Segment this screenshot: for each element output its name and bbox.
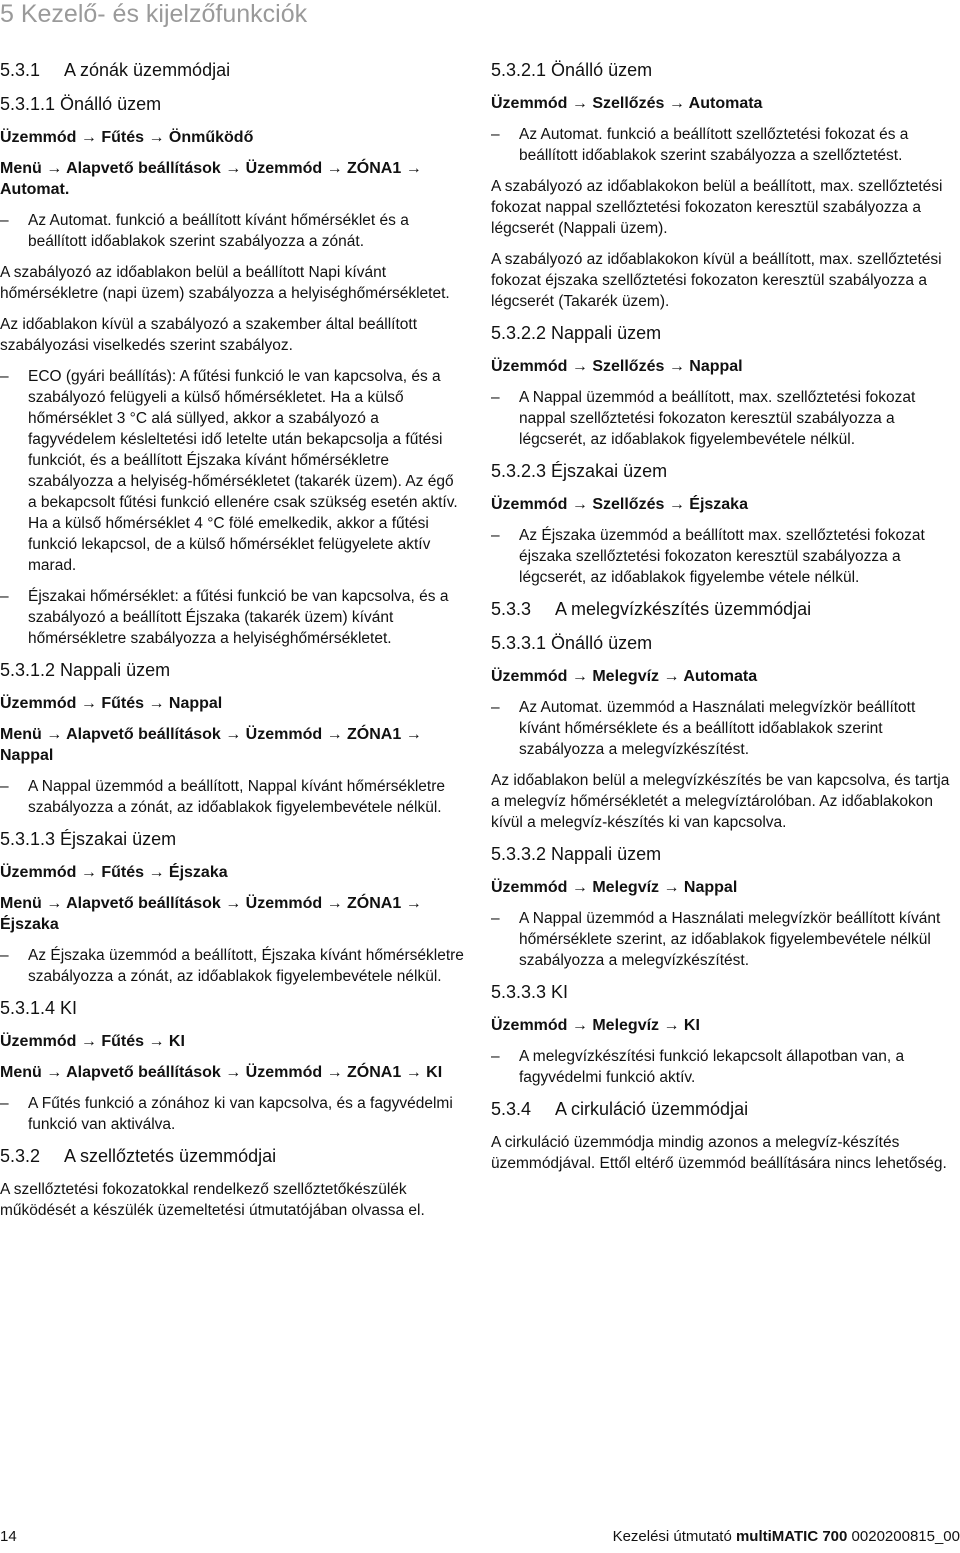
- section-title: A melegvízkészítés üzemmódjai: [555, 599, 812, 619]
- menu-path: Üzemmód → Fűtés → Önműködő: [0, 129, 254, 146]
- left-column: [0, 59, 465, 1231]
- section-number: 5.3.2: [0, 1146, 41, 1166]
- menu-path: Üzemmód → Melegvíz → KI: [491, 1017, 700, 1034]
- menu-path: Üzemmód → Melegvíz → Nappal: [491, 879, 738, 896]
- subsection-heading: 5.3.1.4 KI: [0, 998, 78, 1018]
- dash-list-item: – A Nappal üzemmód a beállított, Nappal kívánt hőmérsékletre szabályozza a zónát, az időablakok figyelembevétele nélkül.: [0, 776, 465, 818]
- section-title: A cirkuláció üzemmódjai: [555, 1099, 749, 1119]
- subsection-heading: 5.3.2.2 Nappali üzem: [491, 323, 662, 343]
- menu-path: Menü → Alapvető beállítások → Üzemmód → ZÓNA1 → KI: [0, 1064, 443, 1081]
- section-title: A szellőztetés üzemmódjai: [64, 1146, 277, 1166]
- dash-list-item: – Az Automat. funkció a beállított kívánt hőmérséklet és a beállított időablakok szerint szabályozza a zónát.: [0, 210, 465, 252]
- menu-path: Menü → Alapvető beállítások → Üzemmód → ZÓNA1 → Éjszaka: [0, 895, 422, 933]
- body-paragraph: A szabályozó az időablakokon belül a beállított, max. szellőztetési fokozat nappal szellőztetési fokozaton keresztül szabályozza a légcserét (Nappali üzem).: [491, 178, 943, 237]
- subsection-heading: 5.3.1.3 Éjszakai üzem: [0, 829, 177, 849]
- subsection-heading: 5.3.1.2 Nappali üzem: [0, 660, 171, 680]
- body-paragraph: Az időablakon kívül a szabályozó a szakember által beállított szabályozási viselkedés szerint szabályoz.: [0, 316, 418, 354]
- section-title: A zónák üzemmódjai: [64, 60, 231, 80]
- dash-list-item: – Éjszakai hőmérséklet: a fűtési funkció be van kapcsolva, és a szabályozó a beállított Éjszaka (takarék üzem) kívánt hőmérsékletre szabályozza a helyiséghőmérsékletet.: [0, 586, 465, 649]
- body-paragraph: A cirkuláció üzemmódja mindig azonos a melegvíz-készítés üzemmódjával. Ettől eltérő üzemmód beállítására nincs lehetőség.: [491, 1134, 947, 1172]
- dash-list-item: – Az Automat. üzemmód a Használati melegvízkör beállított kívánt hőmérséklete és a beállított időablakok szerint szabályozza a melegvízkészítést.: [491, 697, 960, 760]
- menu-path: Üzemmód → Szellőzés → Automata: [491, 95, 763, 112]
- footer-product-name: multiMATIC 700: [735, 1528, 848, 1545]
- subsection-heading: 5.3.2.3 Éjszakai üzem: [491, 461, 668, 481]
- page-number: 14: [0, 1528, 17, 1545]
- page-header: [0, 0, 960, 38]
- dash-list-item: – Az Automat. funkció a beállított szellőztetési fokozat és a beállított időablakok szerint szabályozza a szellőztetést.: [491, 124, 960, 166]
- dash-list-item: – ECO (gyári beállítás): A fűtési funkció le van kapcsolva, és a szabályozó felügyeli a külső hőmérsékletet. Ha a külső hőmérséklet 3 °C alá süllyed, akkor a szabályozó a fagyvédelem késleltetési idő letelte után bekapcsolja a fűtési funkciót, és a beállított Éjszaka kívánt hőmérsékletre szabályozza a helyiség-hőmérsékletet (takarék üzem). Az égő a bekapcsolt fűtési funkció ellenére csak szükség esetén aktív. Ha a külső hőmérséklet 4 °C fölé emelkedik, akkor a fűtési funkció lekapcsol, de a külső hőmérséklet felügyelete aktív marad.: [0, 366, 465, 576]
- menu-path: Üzemmód → Szellőzés → Nappal: [491, 358, 743, 375]
- dash-list-item: – A Nappal üzemmód a Használati melegvízkör beállított kívánt hőmérséklete szerint, az időablakok figyelembevétele nélkül szabályozza a melegvízkészítést.: [491, 908, 960, 971]
- menu-path: Üzemmód → Fűtés → KI: [0, 1033, 185, 1050]
- body-paragraph: A szellőztetési fokozatokkal rendelkező szellőztetőkészülék működését a készülék üzemeltetési útmutatójában olvassa el.: [0, 1181, 425, 1219]
- menu-path: Menü → Alapvető beállítások → Üzemmód → ZÓNA1 → Nappal: [0, 726, 422, 764]
- menu-path: Üzemmód → Fűtés → Éjszaka: [0, 864, 228, 881]
- subsection-heading: 5.3.3.2 Nappali üzem: [491, 844, 662, 864]
- subsection-heading: 5.3.3.3 KI: [491, 982, 569, 1002]
- subsection-heading: 5.3.1.1 Önálló üzem: [0, 94, 162, 114]
- menu-path: Üzemmód → Melegvíz → Automata: [491, 668, 758, 685]
- section-heading: [491, 1098, 960, 1120]
- section-heading: [491, 598, 960, 620]
- dash-list-item: – Az Éjszaka üzemmód a beállított max. szellőztetési fokozat éjszaka szellőztetési fokozaton keresztül szabályozza a légcserét, az időablakok figyelembe vétele nélkül.: [491, 525, 960, 588]
- dash-list-item: – A Nappal üzemmód a beállított, max. szellőztetési fokozat nappal szellőztetési fokozaton keresztül szabályozza a légcserét, az időablakok figyelembevétele nélkül.: [491, 387, 960, 450]
- menu-path: Üzemmód → Fűtés → Nappal: [0, 695, 223, 712]
- footer-doc-code: 0020200815_00: [847, 1528, 960, 1545]
- menu-path: Üzemmód → Szellőzés → Éjszaka: [491, 496, 748, 513]
- dash-list-item: – A melegvízkészítési funkció lekapcsolt állapotban van, a fagyvédelmi funkció aktív.: [491, 1046, 960, 1088]
- section-heading: [0, 1145, 465, 1167]
- body-paragraph: Az időablakon belül a melegvízkészítés be van kapcsolva, és tartja a melegvíz hőmérsékletét a melegvíztárolóban. Az időablakokon kívül a melegvíz-készítés ki van kapcsolva.: [491, 772, 950, 831]
- section-number: 5.3.1: [0, 60, 41, 80]
- section-heading: [0, 59, 465, 81]
- subsection-heading: 5.3.2.1 Önálló üzem: [491, 60, 653, 80]
- dash-list-item: – A Fűtés funkció a zónához ki van kapcsolva, és a fagyvédelmi funkció van aktiválva.: [0, 1093, 465, 1135]
- footer-doc-prefix: Kezelési útmutató: [612, 1528, 736, 1545]
- body-paragraph: A szabályozó az időablakokon kívül a beállított, max. szellőztetési fokozat éjszaka szellőztetési fokozaton keresztül szabályozza a légcserét (Takarék üzem).: [491, 251, 942, 310]
- right-column: [491, 59, 960, 1184]
- footer-doc-info: [613, 1528, 960, 1546]
- body-paragraph: A szabályozó az időablakon belül a beállított Napi kívánt hőmérsékletre (napi üzem) szabályozza a helyiséghőmérsékletet.: [0, 264, 450, 302]
- chapter-title: 5 Kezelő- és kijelzőfunkciók: [0, 0, 308, 28]
- menu-path: Menü → Alapvető beállítások → Üzemmód → ZÓNA1 → Automat.: [0, 160, 422, 198]
- section-number: 5.3.4: [491, 1099, 532, 1119]
- dash-list-item: – Az Éjszaka üzemmód a beállított, Éjszaka kívánt hőmérsékletre szabályozza a zónát, az időablakok figyelembevétele nélkül.: [0, 945, 465, 987]
- section-number: 5.3.3: [491, 599, 532, 619]
- subsection-heading: 5.3.3.1 Önálló üzem: [491, 633, 653, 653]
